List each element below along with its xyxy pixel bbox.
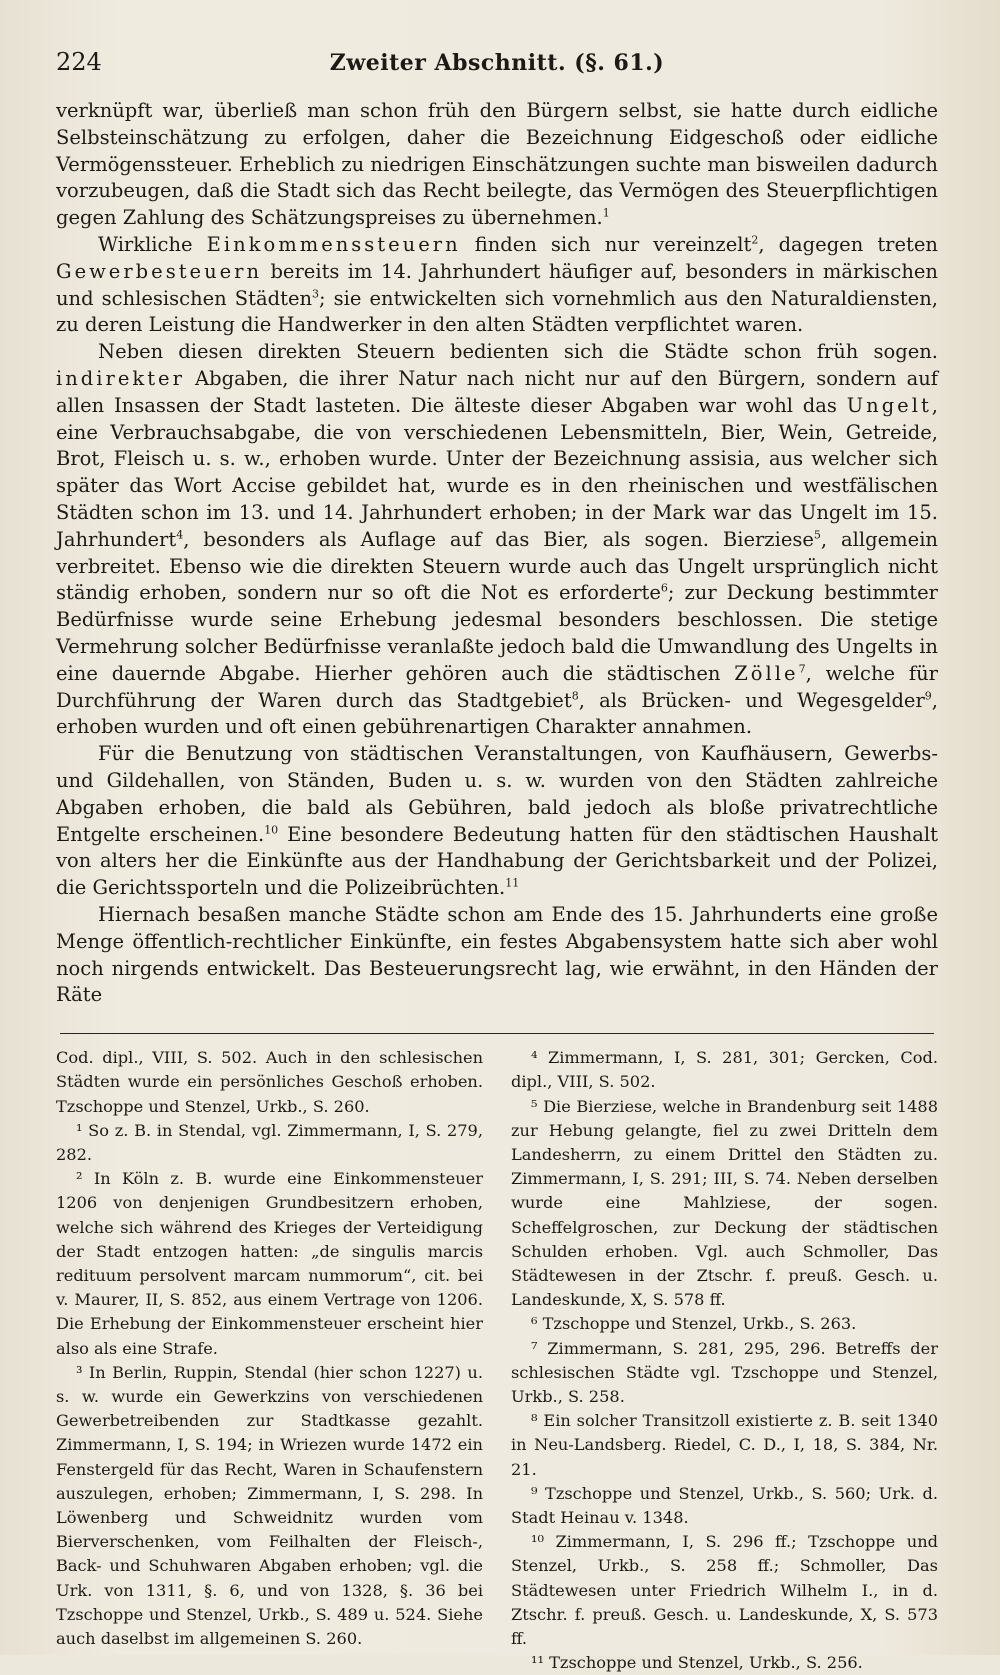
footnote-ref: 5 — [813, 528, 821, 542]
footnote-ref: 6 — [660, 581, 668, 595]
text-run: , welche für Durchführung der Waren durch das Stadtgebiet — [56, 661, 938, 712]
emphasis-text: Ungelt — [846, 393, 932, 417]
text-run: ; zur Deckung bestimmter Bedürfnisse wurde seine Erhebung jedesmal besonders beschlossen. Die stetige Vermehrung solcher Bedürfnisse veranlaßte jedoch bald die Umwandlung des Ungelts in eine dauernde Abgabe. Hierher gehören auch die städtischen — [56, 581, 938, 685]
paragraph-1-text: verknüpft war, überließ man schon früh den Bürgern selbst, sie hatte durch eidliche Selbsteinschätzung zu erfolgen, daher die Bezeichnung Eidgeschoß oder eidliche Vermögenssteuer. Erheblich zu niedrigen Einschätzungen suchte man bisweilen dadurch vorzubeugen, daß die Stadt sich das Recht beilegte, das Vermögen des Steuerpflichtigen gegen Zahlung des Schätzungspreises zu übernehmen. — [56, 99, 938, 230]
paragraph-1 — [56, 98, 938, 232]
text-run: , als Brücken- und Wegesgelder — [578, 688, 925, 712]
text-run: , dagegen treten — [758, 232, 938, 256]
footnotes — [56, 1046, 938, 1675]
footnote-ref: 10 — [264, 823, 279, 837]
footnote-1: ¹ So z. B. in Stendal, vgl. Zimmermann, I, S. 279, 282. — [56, 1120, 483, 1164]
footnote-ref: 8 — [571, 689, 579, 703]
text-run: Abgaben, die ihrer Natur nach nicht nur auf den Bürgern, sondern auf allen Insassen der Stadt lasteten. Die älteste dieser Abgaben war wohl das — [56, 366, 938, 417]
text-run: Für die Benutzung von städtischen Veranstaltungen, von Kaufhäusern, Gewerbs- und Gildehallen, von Ständen, Buden u. s. w. wurden von den Städten zahlreiche Abgaben erhoben, die bald als Gebühren, bald jedoch als bloße privatrechtliche Entgelte erscheinen. — [56, 742, 938, 846]
footnote-7: ⁷ Zimmermann, S. 281, 295, 296. Betreffs der schlesischen Städte vgl. Tzschoppe und Stenzel, Urkb., S. 258. — [511, 1338, 938, 1406]
footnote-ref: 3 — [312, 287, 320, 301]
text-run: ; sie entwickelten sich vornehmlich aus den Naturaldiensten, zu deren Leistung die Handwerker in den alten Städten verpflichtet waren. — [56, 286, 938, 337]
footnote-4: ⁴ Zimmermann, I, S. 281, 301; Gercken, Cod. dipl., VIII, S. 502. — [511, 1048, 938, 1092]
text-run: Neben diesen direkten Steuern bedienten sich die Städte schon früh sogen. — [98, 340, 938, 364]
emphasis-text: Gewerbesteuern — [56, 259, 263, 283]
footnote-11: ¹¹ Tzschoppe und Stenzel, Urkb., S. 256. — [531, 1653, 863, 1673]
footnote-divider — [60, 1033, 934, 1034]
footnote-3: ³ In Berlin, Ruppin, Stendal (hier schon 1227) u. s. w. wurde ein Gewerkzins von verschiedenen Gewerbetreibenden zur Stadtkasse gezahlt. Zimmermann, I, S. 194; in Wriezen wurde 1472 ein Fenstergeld für das Recht, Waren in Schaufenstern auszulegen, erhoben; Zimmermann, I, S. 298. In Löwenberg und Schweidnitz wurden vom Bierverschenken, vom Feilhalten der Fleisch-, Back- und Schuhwaren Abgaben erhoben; vgl. die Urk. von 1311, §. 6, und von 1328, §. 36 bei Tzschoppe und Stenzel, Urkb., S. 489 u. 524. Siehe auch daselbst im allgemeinen S. 260. — [56, 1362, 483, 1648]
footnote-9: ⁹ Tzschoppe und Stenzel, Urkb., S. 560; Urk. d. Stadt Heinau v. 1348. — [511, 1483, 938, 1527]
footnote-10: ¹⁰ Zimmermann, I, S. 296 ff.; Tzschoppe und Stenzel, Urkb., S. 258 ff.; Schmoller, Das Städtewesen unter Friedrich Wilhelm I., in d. Ztschr. f. preuß. Gesch. u. Landeskunde, X, S. 573 ff. — [511, 1532, 938, 1648]
emphasis-text: indirekter — [56, 366, 185, 390]
emphasis-text: Einkommenssteuern — [206, 232, 461, 256]
footnotes-right-column — [511, 1046, 938, 1675]
page-header — [56, 48, 938, 90]
text-run: Wirkliche — [98, 232, 207, 256]
page-number: 224 — [56, 48, 102, 76]
text-run: bereits im 14. Jahrhundert häufiger auf, besonders in märkischen und schlesischen Städten — [56, 259, 938, 310]
text-run: Hiernach besaßen manche Städte schon am Ende des 15. Jahrhunderts eine große Menge öffentlich-rechtlicher Einkünfte, ein festes Abgabensystem hatte sich aber wohl noch nirgends entwickelt. Das Besteuerungsrecht lag, wie erwähnt, in den Händen der Räte — [56, 902, 938, 1007]
footnote-6: ⁶ Tzschoppe und Stenzel, Urkb., S. 263. — [531, 1314, 857, 1334]
footnote-continuation: Cod. dipl., VIII, S. 502. Auch in den schlesischen Städten wurde ein persönliches Geschoß erhoben. Tzschoppe und Stenzel, Urkb., S. 260. — [56, 1048, 483, 1116]
footnote-5: ⁵ Die Bierziese, welche in Brandenburg seit 1488 zur Hebung gelangte, fiel zu zwei Dritteln dem Landesherrn, zu einem Drittel den Städten zu. Zimmermann, I, S. 291; III, S. 74. Neben derselben wurde eine Mahlziese, der sogen. Scheffelgroschen, zur Deckung der städtischen Schulden erhoben. Vgl. auch Schmoller, Das Städtewesen in der Ztschr. f. preuß. Gesch. u. Landeskunde, X, S. 578 ff. — [511, 1096, 938, 1310]
paragraph-2 — [56, 232, 938, 339]
footnote-2: ² In Köln z. B. wurde eine Einkommensteuer 1206 von denjenigen Grundbesitzern erhoben, welche sich während des Krieges der Verteidigung der Stadt entzogen hatten: „de singulis marcis redituum persolvent marcam nummorum“, cit. bei v. Maurer, II, S. 852, aus einem Vertrage von 1206. Die Erhebung der Einkommensteuer erscheint hier also als eine Strafe. — [56, 1169, 483, 1358]
paragraph-4 — [56, 741, 938, 902]
text-run: finden sich nur vereinzelt — [460, 232, 752, 256]
text-run: Eine besondere Bedeutung hatten für den städtischen Haushalt von alters her die Einkünfte aus der Handhabung der Gerichtsbarkeit und der Polizei, die Gerichtssporteln und die Polizeibrüchten. — [56, 822, 938, 900]
footnote-ref: 11 — [505, 876, 520, 890]
footnote-ref: 1 — [602, 206, 610, 220]
footnote-8: ⁸ Ein solcher Transitzoll existierte z. B. seit 1340 in Neu-Landsberg. Riedel, C. D., I, 18, S. 384, Nr. 21. — [511, 1411, 938, 1479]
main-text — [56, 98, 938, 1009]
text-run: , besonders als Auflage auf das Bier, als sogen. Bierziese — [183, 527, 814, 551]
paragraph-3 — [56, 339, 938, 741]
footnote-ref: 7 — [798, 662, 806, 676]
footnote-ref: 9 — [924, 689, 932, 703]
footnotes-left-column — [56, 1046, 483, 1675]
emphasis-text: Zölle — [734, 661, 799, 685]
paragraph-5 — [56, 902, 938, 1009]
footnote-ref: 4 — [176, 528, 184, 542]
running-head: Zweiter Abschnitt. (§. 61.) — [329, 50, 665, 76]
text-run: , erhoben wurden und oft einen gebührenartigen Charakter annahmen. — [56, 688, 938, 739]
text-run: , allgemein verbreitet. Ebenso wie die direkten Steuern wurde auch das Ungelt ursprünglich nicht ständig erhoben, sondern nur so oft die Not es erforderte — [56, 527, 938, 605]
footnote-ref: 2 — [751, 233, 759, 247]
text-run: , eine Verbrauchsabgabe, die von verschiedenen Lebensmitteln, Bier, Wein, Getreide, Brot, Fleisch u. s. w., erhoben wurde. Unter der Bezeichnung assisia, aus welcher sich später das Wort Accise gebildet hat, wurde es in den rheinischen und westfälischen Städten schon im 13. und 14. Jahrhundert erhoben; in der Mark war das Ungelt im 15. Jahrhundert — [56, 393, 938, 551]
